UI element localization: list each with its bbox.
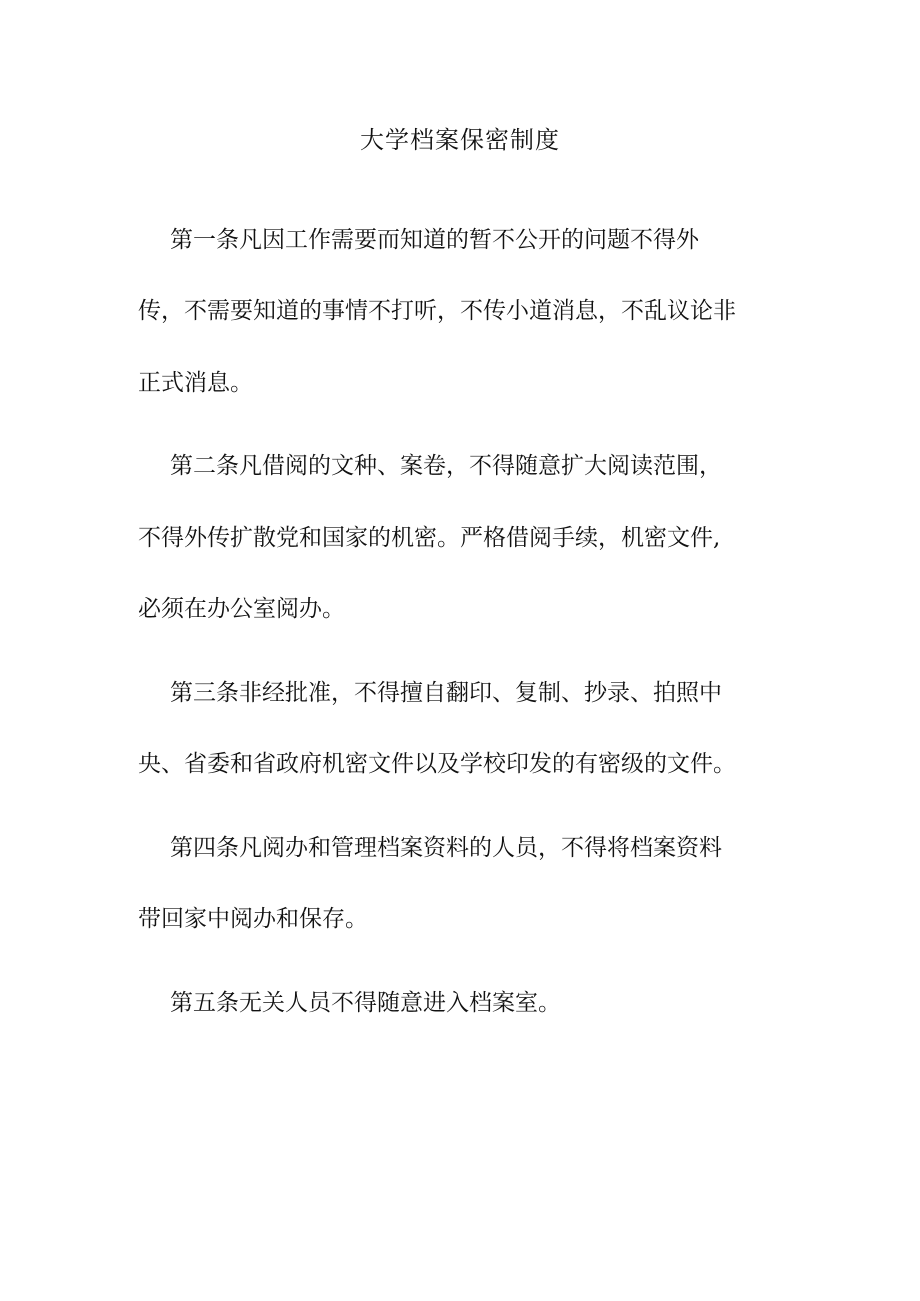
article-4-line-2: 带回家中阅办和保存。: [138, 906, 368, 932]
article-5-line-1: 第五条无关人员不得随意进入档案室。: [170, 990, 561, 1016]
article-1-line-2: 传，不需要知道的事情不打听，不传小道消息，不乱议论非: [138, 298, 736, 324]
article-4-line-1: 第四条凡阅办和管理档案资料的人员，不得将档案资料: [170, 835, 722, 861]
document-title: 大学档案保密制度: [360, 126, 560, 154]
article-2-line-3: 必须在办公室阅办。: [138, 596, 345, 622]
article-1-line-1: 第一条凡因工作需要而知道的暂不公开的问题不得外: [170, 227, 699, 253]
article-3-line-2: 央、省委和省政府机密文件以及学校印发的有密级的文件。: [138, 751, 736, 777]
article-3-line-1: 第三条非经批准，不得擅自翻印、复制、抄录、拍照中: [170, 680, 722, 706]
article-2-line-1: 第二条凡借阅的文种、案卷，不得随意扩大阅读范围，: [170, 453, 722, 479]
article-2-line-2: 不得外传扩散党和国家的机密。严格借阅手续，机密文件,: [138, 525, 721, 551]
article-1-line-3: 正式消息。: [138, 370, 253, 396]
